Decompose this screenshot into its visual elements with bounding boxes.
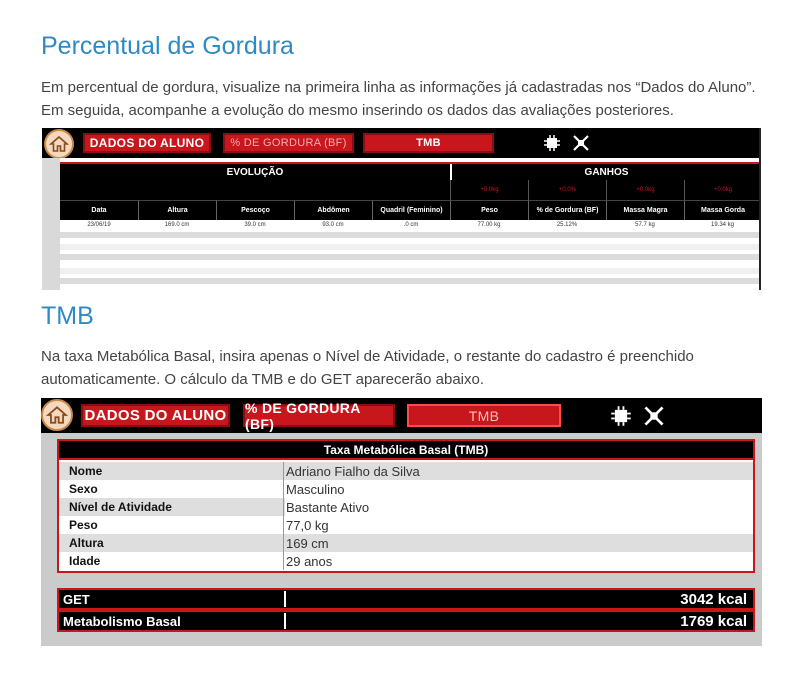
group-header-ganhos: GANHOS: [452, 164, 761, 180]
row-label: Nível de Atividade: [69, 500, 172, 514]
table-cell[interactable]: 25.12%: [556, 222, 578, 228]
row-divider: [283, 516, 284, 534]
table-cell[interactable]: 19.34 kg: [710, 222, 735, 228]
table-cell[interactable]: 77.00 kg: [477, 222, 501, 228]
height-value: 169 cm: [286, 535, 329, 551]
column-header-data: Data: [60, 200, 138, 220]
section-title-gordura: Percentual de Gordura: [41, 32, 294, 60]
tmb-row-peso: [59, 516, 753, 534]
get-label: GET: [63, 591, 90, 607]
app-toolbar: [42, 128, 761, 158]
column-header-massa-gorda: Massa Gorda: [684, 200, 761, 220]
table-cell[interactable]: 39.0 cm: [244, 222, 266, 228]
row-divider: [284, 613, 286, 629]
chip-icon[interactable]: [542, 133, 562, 153]
sex-value: Masculino: [286, 481, 345, 497]
table-row[interactable]: [60, 244, 761, 250]
left-strip: [42, 158, 60, 290]
tmb-row-altura: [59, 534, 753, 552]
table-cell[interactable]: 57.7 kg: [635, 222, 655, 228]
table-cell[interactable]: 169.0 cm: [164, 222, 190, 228]
column-header-pescoco: Pescoço: [216, 200, 294, 220]
row-divider: [283, 462, 284, 480]
delta-massa-magra: +0.0kg: [606, 180, 684, 200]
table-cell[interactable]: 93.0 cm: [322, 222, 344, 228]
row-label: Altura: [69, 536, 104, 550]
tmb-button[interactable]: TMB: [363, 133, 494, 153]
row-divider: [283, 552, 284, 570]
delta-gordura: +0.0%: [528, 180, 606, 200]
row-divider: [283, 498, 284, 516]
basal-metabolism-row: [57, 610, 755, 632]
section-title-tmb: TMB: [41, 302, 94, 330]
tmb-title: Taxa Metabólica Basal (TMB): [59, 441, 753, 460]
weight-value: 77,0 kg: [286, 517, 329, 533]
home-icon[interactable]: [44, 129, 74, 159]
dados-do-aluno-button[interactable]: DADOS DO ALUNO: [83, 133, 211, 153]
chip-icon[interactable]: [609, 404, 633, 428]
tmb-row-sexo: [59, 480, 753, 498]
tmb-panel: [57, 439, 755, 573]
expand-icon[interactable]: [571, 133, 591, 153]
gordura-button[interactable]: % DE GORDURA (BF): [223, 133, 354, 153]
get-result-row: [57, 588, 755, 610]
table-row[interactable]: [60, 278, 761, 284]
tmb-row-nivel-atividade: [59, 498, 753, 516]
row-label: Idade: [69, 554, 101, 568]
column-header-quadril: Quadril (Feminino): [372, 200, 450, 220]
delta-massa-gorda: +0.0kg: [684, 180, 761, 200]
tmb-button[interactable]: TMB: [407, 404, 561, 427]
get-value: 3042 kcal: [680, 590, 747, 608]
app-toolbar: [41, 398, 762, 433]
fat-evolution-table: [60, 158, 761, 290]
fat-percentage-screenshot: [42, 128, 761, 290]
row-label: Peso: [69, 518, 98, 532]
gordura-button[interactable]: % DE GORDURA (BF): [243, 404, 395, 427]
row-divider: [284, 591, 286, 607]
tmb-row-idade: [59, 552, 753, 570]
row-divider: [283, 534, 284, 552]
row-label: Sexo: [69, 482, 98, 496]
section-description-tmb: Na taxa Metabólica Basal, insira apenas o Nível de Atividade, o restante do cadastro é preenchido automaticamente. O cálculo da TMB e do GET aparecerão abaixo.: [41, 348, 694, 388]
table-row[interactable]: [60, 268, 761, 274]
home-icon[interactable]: [41, 399, 73, 431]
column-header-massa-magra: Massa Magra: [606, 200, 684, 220]
basal-metabolism-label: Metabolismo Basal: [63, 613, 181, 629]
row-divider: [283, 480, 284, 498]
tmb-screenshot: [41, 398, 762, 646]
delta-peso: +0.0kg: [450, 180, 528, 200]
row-label: Nome: [69, 464, 103, 478]
column-header-gordura: % de Gordura (BF): [528, 200, 606, 220]
dados-do-aluno-button[interactable]: DADOS DO ALUNO: [81, 404, 230, 427]
age-value: 29 anos: [286, 553, 333, 569]
activity-level-select[interactable]: Bastante Ativo: [285, 498, 753, 516]
column-header-altura: Altura: [138, 200, 216, 220]
column-header-peso: Peso: [450, 200, 528, 220]
table-row[interactable]: [60, 232, 761, 238]
table-cell[interactable]: 23/06/19: [87, 222, 111, 228]
column-header-abdomen: Abdômen: [294, 200, 372, 220]
tmb-row-nome: [59, 462, 753, 480]
expand-icon[interactable]: [642, 404, 666, 428]
table-row[interactable]: [60, 254, 761, 260]
basal-metabolism-value: 1769 kcal: [680, 612, 747, 630]
section-description-gordura: Em percentual de gordura, visualize na primeira linha as informações já cadastradas nos “Dados do Aluno”. Em seguida, acompanhe a evolução do mesmo inserindo os dados das avaliações posteriores.: [41, 79, 756, 119]
evolucao-subheader: [60, 180, 450, 200]
group-header-evolucao: EVOLUÇÃO: [60, 164, 450, 180]
name-value: Adriano Fialho da Silva: [286, 463, 420, 479]
table-cell[interactable]: .0 cm: [403, 222, 419, 228]
